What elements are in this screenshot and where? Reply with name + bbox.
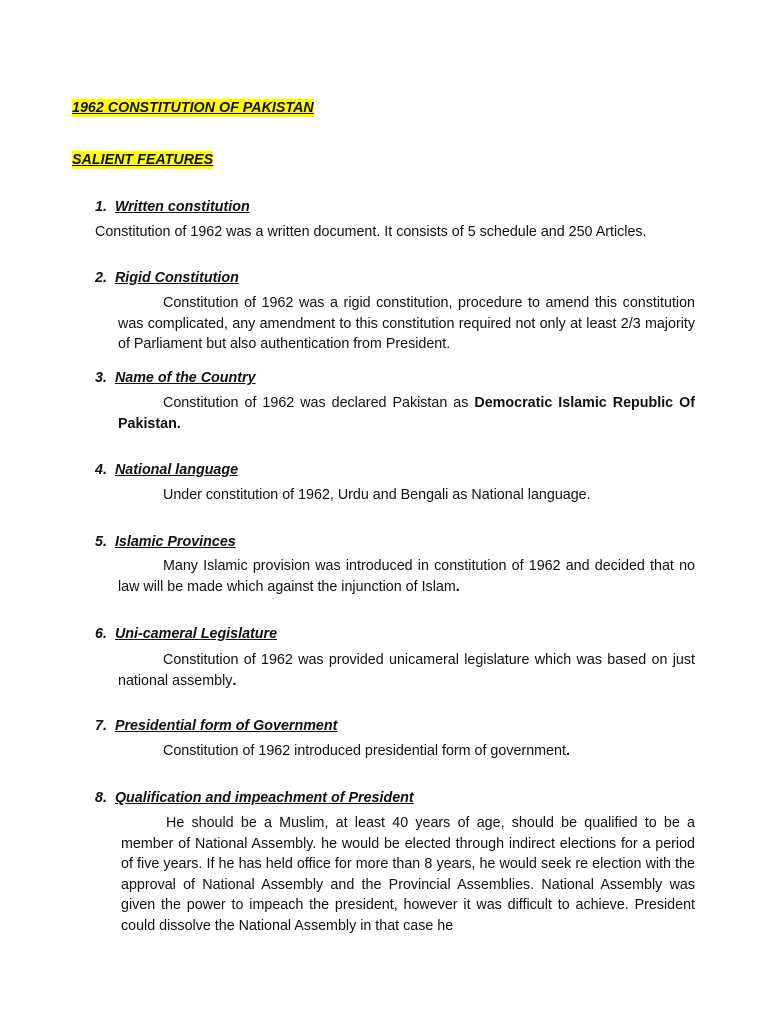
country-name-bold: Democratic Islamic Republic Of Pakistan. — [118, 395, 695, 432]
feature-heading-2 — [95, 269, 239, 287]
feature-title: Presidential form of Government — [114, 718, 338, 734]
feature-number: 1. — [95, 199, 107, 215]
feature-body-3 — [118, 393, 695, 434]
feature-number: 2. — [95, 270, 107, 286]
feature-heading-4 — [95, 461, 238, 479]
feature-body-6 — [118, 650, 695, 691]
section-subtitle: SALIENT FEATURES — [72, 152, 214, 168]
bold-period: . — [232, 672, 237, 689]
feature-title: Name of the Country — [114, 370, 256, 386]
feature-body-4: Under constitution of 1962, Urdu and Bengali as National language. — [163, 487, 591, 503]
feature-body-text: Many Islamic provision was introduced in constitution of 1962 and decided that no law will be made which against the injunction of Islam — [118, 558, 695, 595]
feature-number: 7. — [95, 718, 107, 734]
feature-body-7 — [118, 741, 695, 762]
feature-body-text: Constitution of 1962 was declared Pakistan as — [163, 395, 475, 411]
feature-body-text: Constitution of 1962 introduced presidential form of government — [163, 743, 566, 759]
feature-title: Rigid Constitution — [114, 270, 239, 286]
feature-body-text: Constitution of 1962 was provided unicameral legislature which was based on just national assembly — [118, 652, 695, 689]
feature-number: 4. — [95, 462, 107, 478]
feature-body-1: Constitution of 1962 was a written document. It consists of 5 schedule and 250 Articles. — [95, 224, 647, 240]
feature-number: 6. — [95, 626, 107, 642]
bold-period: . — [565, 743, 570, 759]
feature-heading-3 — [95, 369, 256, 387]
feature-body-2: Constitution of 1962 was a rigid constitution, procedure to amend this constitution was complicated, any amendment to this constitution required not only at least 2/3 majority of Parliament but also authentication from President. — [118, 295, 695, 353]
feature-heading-1 — [95, 198, 250, 216]
bold-period: . — [455, 578, 460, 595]
document-title: 1962 CONSTITUTION OF PAKISTAN — [72, 100, 314, 116]
feature-heading-5 — [95, 533, 236, 551]
feature-title: Uni-cameral Legislature — [114, 626, 278, 642]
feature-title: Qualification and impeachment of President — [114, 790, 414, 806]
feature-body-8: He should be a Muslim, at least 40 years of age, should be qualified to be a member of National Assembly. he would be elected through indirect elections for a period of five years. If he has held office for more than 8 years, he would seek re election with the approval of National Assembly and the Provincial Assemblies. National Assembly was given the power to impeach the president, however it was difficult to achieve. President could dissolve the National Assembly in that case he — [121, 815, 695, 934]
feature-title: Written constitution — [114, 199, 250, 215]
feature-body-5 — [118, 556, 695, 597]
feature-title: National language — [114, 462, 239, 478]
feature-heading-8 — [95, 789, 414, 807]
feature-number: 8. — [95, 790, 107, 806]
feature-number: 3. — [95, 370, 107, 386]
feature-number: 5. — [95, 534, 107, 550]
feature-title: Islamic Provinces — [114, 534, 236, 550]
feature-heading-7 — [95, 717, 337, 735]
feature-heading-6 — [95, 625, 277, 643]
